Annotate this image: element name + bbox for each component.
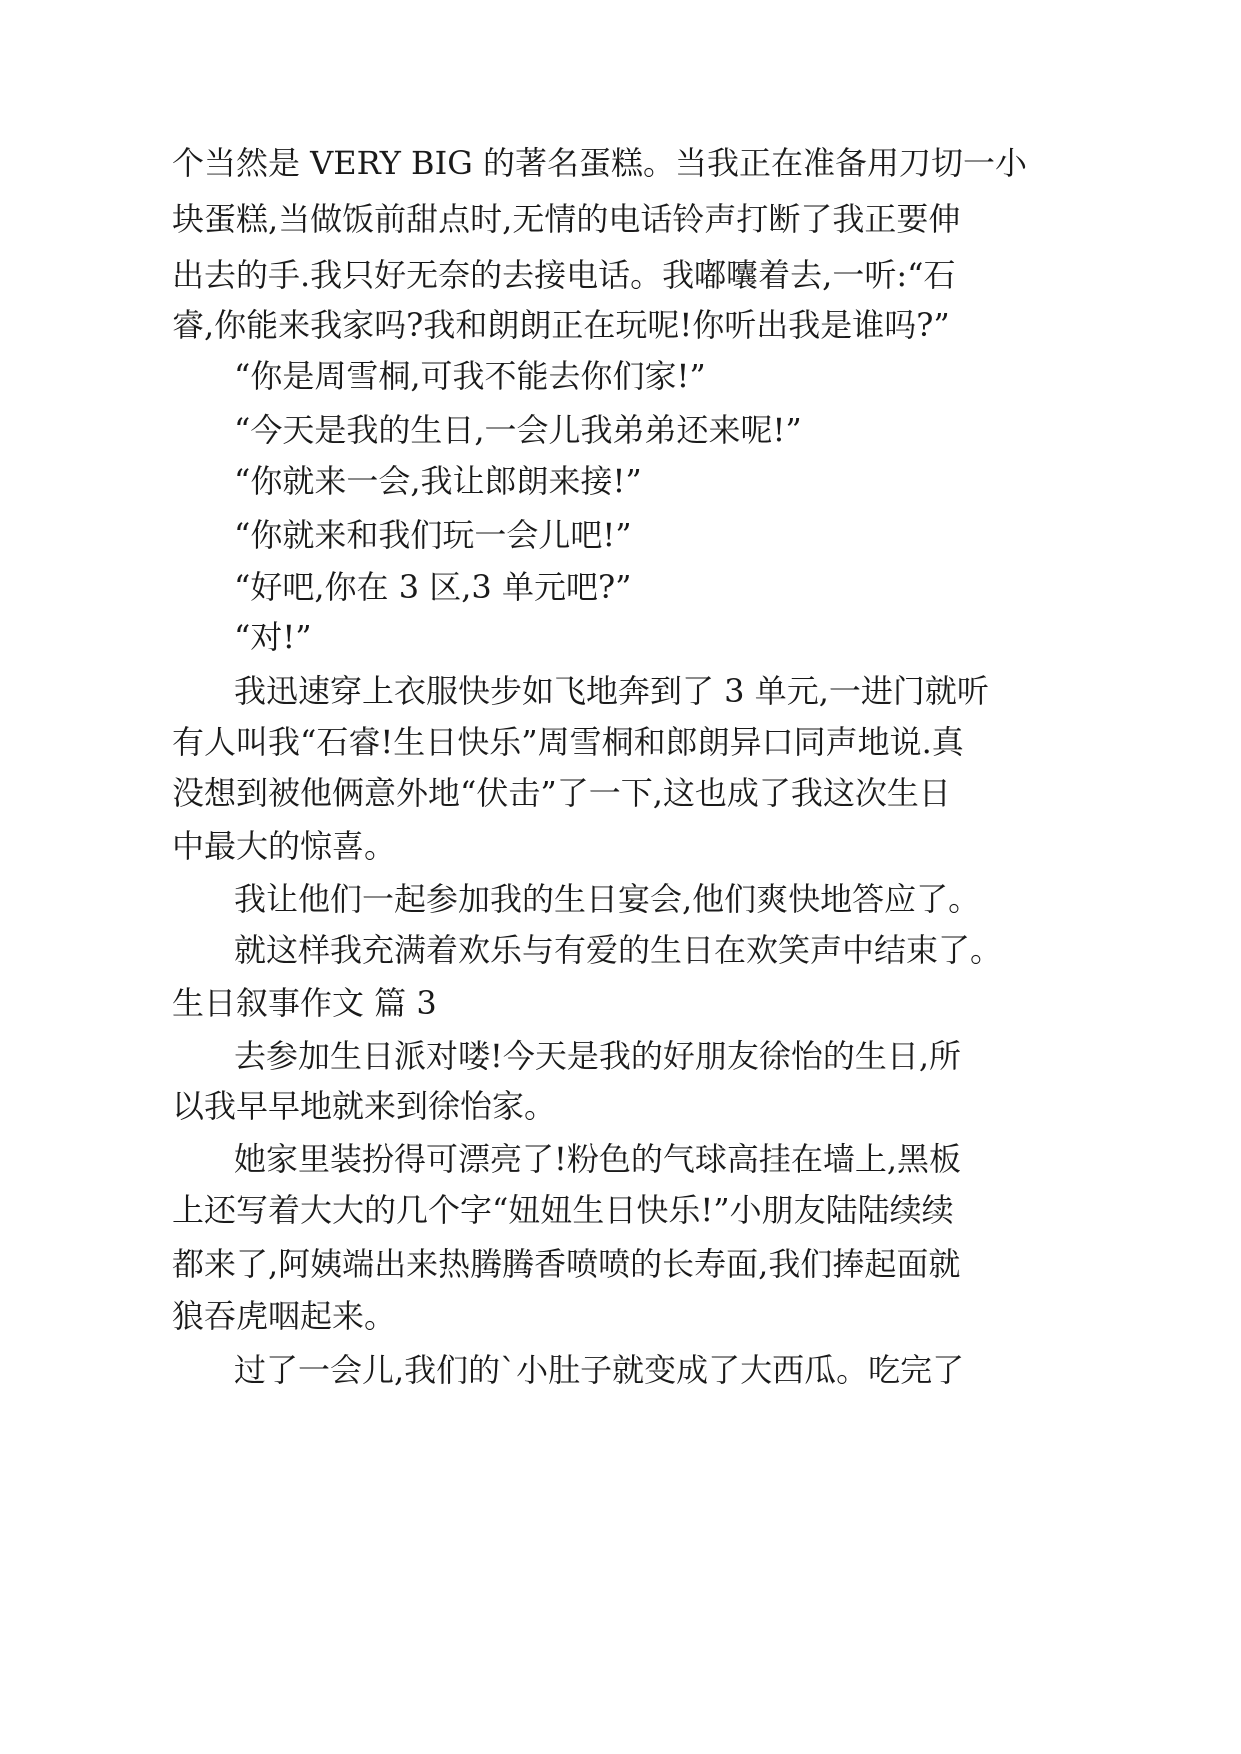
dialogue-line: “对!” — [234, 618, 312, 656]
text-line: 没想到被他俩意外地“伏击”了一下,这也成了我这次生日 — [172, 774, 951, 812]
dialogue-line: “好吧,你在 3 区,3 单元吧?” — [234, 568, 632, 606]
dialogue-line: “你就来和我们玩一会儿吧!” — [234, 516, 632, 554]
text-line: 我让他们一起参加我的生日宴会,他们爽快地答应了。 — [234, 880, 981, 918]
text-line: 睿,你能来我家吗?我和朗朗正在玩呢!你听出我是谁吗?” — [172, 306, 950, 344]
text-line: 有人叫我“石睿!生日快乐”周雪桐和郎朗异口同声地说.真 — [172, 723, 964, 761]
text-line: 她家里装扮得可漂亮了!粉色的气球高挂在墙上,黑板 — [234, 1140, 962, 1178]
text-line: 狼吞虎咽起来。 — [172, 1297, 397, 1335]
text-line: 出去的手.我只好无奈的去接电话。我嘟囔着去,一听:“石 — [172, 256, 956, 294]
dialogue-line: “你就来一会,我让郎朗来接!” — [234, 462, 642, 500]
text-line: 过了一会儿,我们的`小肚子就变成了大西瓜。吃完了 — [234, 1351, 965, 1389]
text-line: 以我早早地就来到徐怡家。 — [172, 1087, 557, 1125]
text-line: 个当然是 VERY BIG 的著名蛋糕。当我正在准备用刀切一小 — [172, 144, 1027, 182]
text-line: 都来了,阿姨端出来热腾腾香喷喷的长寿面,我们捧起面就 — [172, 1245, 961, 1283]
section-heading: 生日叙事作文 篇 3 — [172, 984, 437, 1022]
text-line: 就这样我充满着欢乐与有爱的生日在欢笑声中结束了。 — [234, 931, 1003, 969]
text-line: 我迅速穿上衣服快步如飞地奔到了 3 单元,一进门就听 — [234, 672, 989, 710]
text-line: 去参加生日派对喽!今天是我的好朋友徐怡的生日,所 — [234, 1037, 962, 1075]
dialogue-line: “今天是我的生日,一会儿我弟弟还来呢!” — [234, 411, 802, 449]
dialogue-line: “你是周雪桐,可我不能去你们家!” — [234, 357, 706, 395]
text-line: 中最大的惊喜。 — [172, 827, 397, 865]
text-line: 上还写着大大的几个字“妞妞生日快乐!”小朋友陆陆续续 — [172, 1191, 954, 1229]
text-line: 块蛋糕,当做饭前甜点时,无情的电话铃声打断了我正要伸 — [172, 200, 961, 238]
